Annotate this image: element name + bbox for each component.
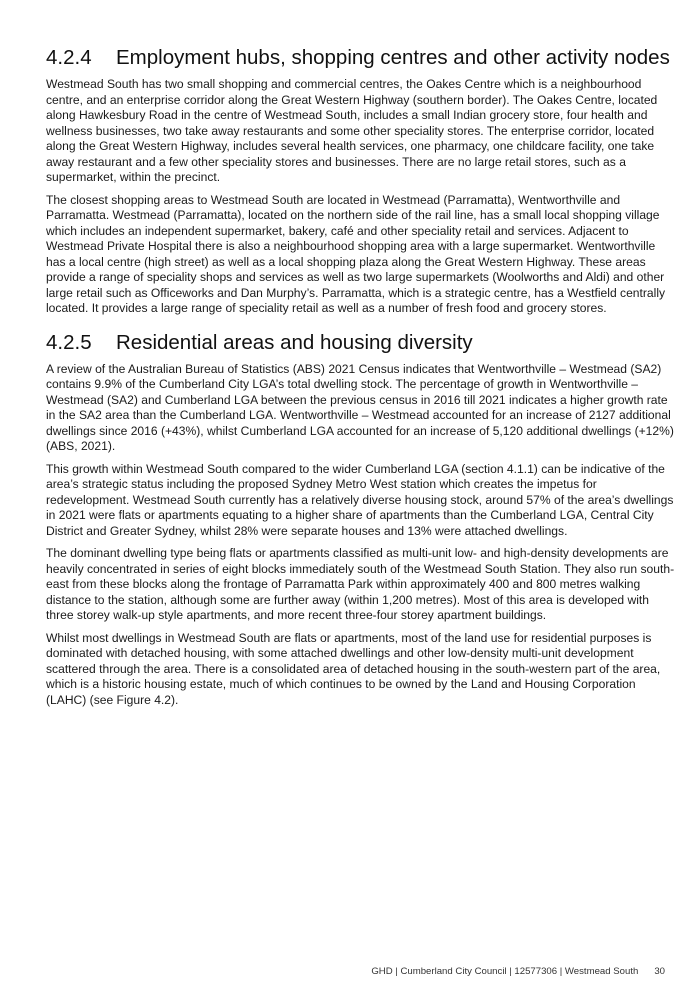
section-employment-hubs (46, 44, 676, 317)
paragraph: The dominant dwelling type being flats or apartments classified as multi-unit low- and high-density developments are heavily concentrated in series of eight blocks immediately south of the Westmead South Station. They also run south-east from these blocks along the frontage of Parramatta Park within approximately 400 and 800 metres walking distance to the station, although some are further away (within 1,200 metres). Most of this area is developed with three storey walk-up style apartments, and more recent three-four storey apartment buildings. (46, 546, 675, 622)
page-footer (371, 966, 665, 978)
paragraph: The closest shopping areas to Westmead South are located in Westmead (Parramatta), Wentworthville and Parramatta. Westmead (Parramatta), located on the northern side of the rail line, has a small local shopping village which includes an independent supermarket, bakery, café and other speciality retail and services. Adjacent to Westmead Private Hospital there is also a neighbourhood shopping area with a large supermarket. Wentworthville has a local centre (high street) as well as a local shopping plaza along the Great Western Highway. These areas provide a range of speciality shops and services as well as two large supermarkets (Woolworths and Aldi) and other large retail such as Officeworks and Dan Murphy’s. Parramatta, which is a strategic centre, has a Westfield centrally located. It provides a large range of speciality retail as well as a number of fresh food and grocery stores. (46, 192, 666, 315)
paragraph: Westmead South has two small shopping and commercial centres, the Oakes Centre which is a neighbourhood centre, and an enterprise corridor along the Great Western Highway (southern border). The Oakes Centre, located along Hawkesbury Road in the centre of Westmead South, includes a small Indian grocery store, four health and wellness businesses, two take away restaurants and some other speciality stores. The enterprise corridor, located along the Great Western Highway, includes several health services, one pharmacy, one childcare facility, one take away restaurant and a few other speciality stores and businesses. There are no large retail stores, such as a supermarket, within the precinct. (46, 77, 658, 184)
paragraph: A review of the Australian Bureau of Statistics (ABS) 2021 Census indicates that Wentworthville – Westmead (SA2) contains 9.9% of the Cumberland City LGA’s total dwelling stock. The percentage of growth in Wentworthville – Westmead (SA2) and Cumberland LGA between the previous census in 2016 till 2021 indicates a higher growth rate in the SA2 area than the Cumberland LGA. Wentworthville – Westmead accounted for an increase of 2127 additional dwellings since 2016 (+43%), whilst Cumberland LGA accounted for an increase of 5,120 additional dwellings (+12%) (ABS, 2021). (46, 361, 674, 453)
section-heading (46, 44, 676, 72)
section-heading (46, 329, 676, 357)
paragraph: Whilst most dwellings in Westmead South are flats or apartments, most of the land use for residential purposes is dominated with detached housing, with some attached dwellings and other low-density multi-unit development scattered through the area. There is a consolidated area of detached housing in the south-western part of the area, which is a historic housing estate, much of which continues to be owned by the Land and Housing Corporation (LAHC) (see Figure 4.2). (46, 630, 661, 707)
section-number: 4.2.5 (46, 330, 92, 354)
section-number: 4.2.4 (46, 46, 92, 69)
document-page (46, 44, 676, 715)
footer-text: GHD | Cumberland City Council | 12577306 | Westmead South (371, 966, 639, 977)
paragraph: This growth within Westmead South compared to the wider Cumberland LGA (section 4.1.1) can be indicative of the area’s strategic status including the proposed Sydney Metro West station which creates the impetus for redevelopment. Westmead South currently has a relatively diverse housing stock, around 57% of the area’s dwellings in 2021 were flats or apartments equating to a higher share of apartments than the Cumberland LGA, Central City District and Greater Sydney, whilst 28% were separate houses and 13% were attached dwellings. (46, 461, 674, 538)
page-number: 30 (654, 966, 665, 977)
section-title: Employment hubs, shopping centres and other activity nodes (116, 46, 670, 69)
section-residential-areas (46, 329, 676, 709)
section-title: Residential areas and housing diversity (116, 330, 473, 354)
